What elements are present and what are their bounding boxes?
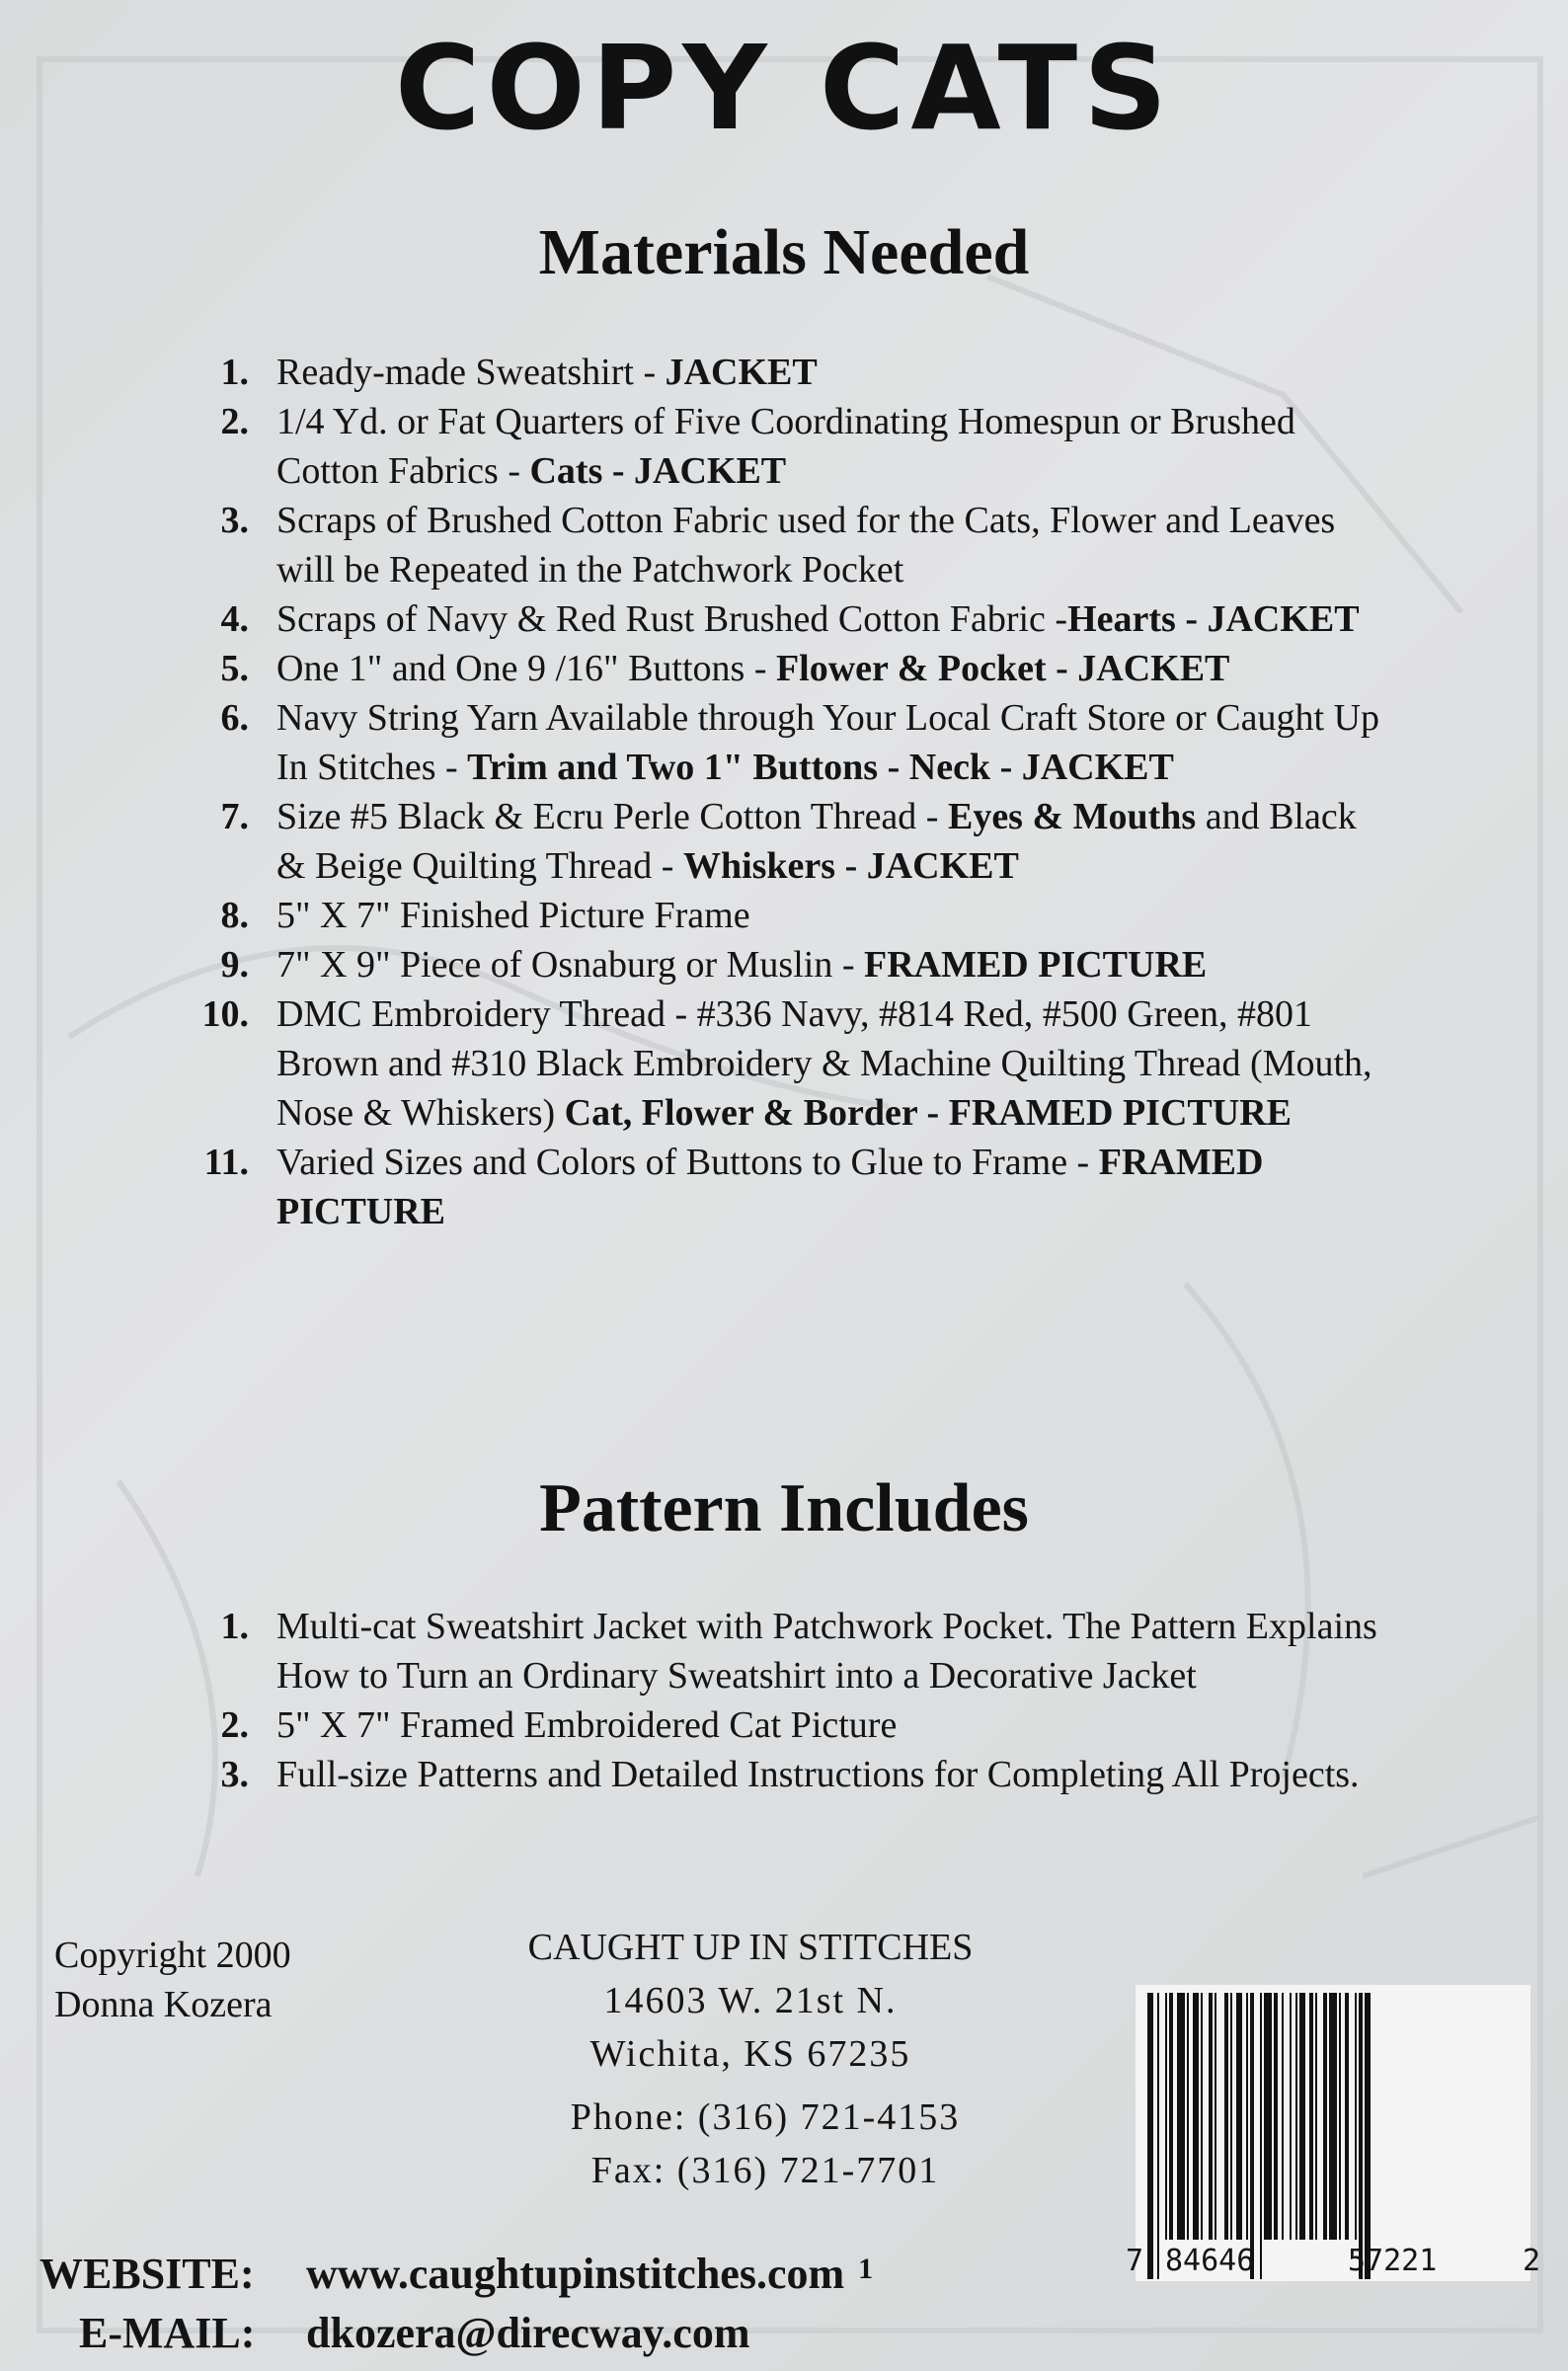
item-text: Multi-cat Sweatshirt Jacket with Patchwork Pocket. The Pattern Explains How to Turn an Ordinary Sweatshirt into a Decorative Jacket <box>276 1606 1377 1697</box>
barcode-group-1: 84646 <box>1165 2244 1255 2278</box>
item-text: Ready-made Sweatshirt - <box>276 352 666 393</box>
list-item <box>188 594 1392 644</box>
barcode-bar <box>1236 1993 1242 2240</box>
item-text: Scraps of Brushed Cotton Fabric used for the Cats, Flower and Leaves will be Repeated in the Patchwork Pocket <box>276 500 1336 591</box>
item-number: 11. <box>203 1142 249 1183</box>
item-text: 1/4 Yd. or Fat Quarters of Five Coordinating Homespun or Brushed Cotton Fabrics - <box>276 401 1295 492</box>
company-address-city: Wichita, KS 67235 <box>589 2033 911 2075</box>
company-info <box>434 1921 1066 2197</box>
list-item <box>188 496 1392 594</box>
email-label: E-MAIL: <box>79 2309 256 2357</box>
item-number: 1. <box>220 352 249 393</box>
barcode-bar <box>1290 1993 1292 2240</box>
barcode-bar <box>1187 1993 1189 2240</box>
item-number: 2. <box>220 401 249 442</box>
list-item <box>188 891 1392 940</box>
barcode-bar <box>1359 1993 1363 2279</box>
barcode-bar <box>1246 1993 1248 2240</box>
item-text: One 1" and One 9 /16" Buttons - <box>276 648 776 689</box>
barcode-bar <box>1230 1993 1232 2240</box>
item-number: 8. <box>220 895 249 936</box>
barcode-bar <box>1315 1993 1317 2240</box>
barcode-bar <box>1329 1993 1337 2240</box>
list-item <box>188 792 1392 891</box>
item-number: 5. <box>220 648 249 689</box>
barcode-bar <box>1147 1993 1153 2279</box>
barcode-bar <box>1339 1993 1341 2240</box>
company-fax: Fax: (316) 721-7701 <box>590 2150 940 2191</box>
barcode-bar <box>1260 1993 1262 2279</box>
item-text: 7" X 9" Piece of Osnaburg or Muslin - <box>276 944 864 986</box>
item-text: Navy String Yarn Available through Your Local Craft Store or Caught Up In Stitches - <box>276 697 1380 788</box>
item-bold-text: Hearts - JACKET <box>1067 598 1360 640</box>
item-bold-text: Trim and Two 1" Buttons - Neck - JACKET <box>467 747 1174 788</box>
copyright-year: Copyright 2000 <box>54 1935 291 1976</box>
item-number: 6. <box>220 697 249 739</box>
item-number: 10. <box>201 993 249 1035</box>
item-text: Varied Sizes and Colors of Buttons to Glue to Frame - <box>276 1142 1099 1183</box>
list-item <box>188 644 1392 693</box>
barcode-bar <box>1157 1993 1159 2279</box>
website-link[interactable]: www.caughtupinstitches.com <box>306 2250 845 2298</box>
company-name: CAUGHT UP IN STITCHES <box>527 1927 974 1968</box>
list-item <box>188 1700 1392 1750</box>
copyright-author: Donna Kozera <box>54 1984 273 2025</box>
item-number: 1. <box>220 1606 249 1647</box>
item-number: 3. <box>220 500 249 541</box>
item-bold-text: Cats - JACKET <box>529 450 787 492</box>
upc-barcode <box>1126 1985 1540 2311</box>
item-text: Size #5 Black & Ecru Perle Cotton Thread - <box>276 796 948 837</box>
materials-heading: Materials Needed <box>538 216 1030 288</box>
barcode-bar <box>1355 1993 1357 2240</box>
website-mark: 1 <box>858 2252 874 2285</box>
barcode-group-2: 57221 <box>1348 2244 1438 2278</box>
barcode-bar <box>1282 1993 1284 2240</box>
list-item <box>188 693 1392 792</box>
item-text: 5" X 7" Framed Embroidered Cat Picture <box>276 1704 898 1746</box>
list-item <box>188 397 1392 496</box>
barcode-lead-digit: 7 <box>1126 2244 1144 2278</box>
barcode-bar <box>1165 1993 1167 2240</box>
barcode-bar <box>1193 1993 1199 2240</box>
barcode-bar <box>1345 1993 1349 2240</box>
item-bold-text: JACKET <box>665 352 818 393</box>
contact-block <box>39 2240 873 2363</box>
item-text: 5" X 7" Finished Picture Frame <box>276 895 750 936</box>
list-item <box>188 1138 1392 1236</box>
barcode-bar <box>1295 1993 1297 2240</box>
pattern-includes-list <box>188 1602 1392 1799</box>
list-item <box>188 989 1392 1138</box>
item-bold-text: Cat, Flower & Border - FRAMED PICTURE <box>564 1092 1292 1134</box>
item-text: Full-size Patterns and Detailed Instructions for Completing All Projects. <box>276 1754 1360 1795</box>
barcode-bar <box>1274 1993 1278 2240</box>
item-number: 7. <box>220 796 249 837</box>
item-bold-text: FRAMED PICTURE <box>276 1142 1264 1232</box>
pattern-title: COPY CATS <box>394 20 1174 156</box>
list-item <box>188 348 1392 397</box>
item-bold-text: Flower & Pocket - JACKET <box>775 648 1230 689</box>
barcode-bar <box>1169 1993 1173 2240</box>
item-number: 2. <box>220 1704 249 1746</box>
barcode-bar <box>1224 1993 1228 2240</box>
list-item <box>188 1602 1392 1700</box>
website-row <box>39 2240 873 2304</box>
email-row <box>39 2304 873 2363</box>
barcode-bar <box>1264 1993 1272 2240</box>
item-bold-text: FRAMED PICTURE <box>863 944 1208 986</box>
website-label: WEBSITE: <box>39 2250 255 2298</box>
pattern-includes-heading: Pattern Includes <box>539 1470 1029 1546</box>
barcode-bar <box>1215 1993 1216 2240</box>
barcode-bar <box>1365 1993 1371 2279</box>
barcode-bar <box>1309 1993 1313 2240</box>
item-text: Scraps of Navy & Red Rust Brushed Cotton Fabric - <box>276 598 1068 640</box>
barcode-bar <box>1250 1993 1254 2279</box>
company-address-street: 14603 W. 21st N. <box>603 1980 898 2021</box>
barcode-bar <box>1299 1993 1305 2240</box>
item-number: 9. <box>220 944 249 986</box>
item-number: 4. <box>220 598 249 640</box>
email-link[interactable]: dkozera@direcway.com <box>306 2309 750 2357</box>
barcode-bar <box>1201 1993 1203 2240</box>
barcode-bar <box>1323 1993 1327 2240</box>
materials-list <box>188 348 1392 1236</box>
list-item <box>188 1750 1392 1799</box>
barcode-check-digit: 2 <box>1523 2244 1541 2278</box>
barcode-bar <box>1209 1993 1213 2240</box>
item-bold-text: Eyes & Mouths <box>947 796 1197 837</box>
list-item <box>188 940 1392 989</box>
company-phone: Phone: (316) 721-4153 <box>570 2096 961 2138</box>
item-text-continued: and Black & Beige Quilting Thread - <box>276 796 1357 887</box>
barcode-bar <box>1177 1993 1185 2240</box>
item-text: DMC Embroidery Thread - #336 Navy, #814 Red, #500 Green, #801 Brown and #310 Black Embroidery & Machine Quilting Thread (Mouth, Nose & Whiskers) <box>276 993 1372 1134</box>
item-bold-text-continued: Whiskers - JACKET <box>682 845 1019 887</box>
item-number: 3. <box>220 1754 249 1795</box>
copyright-notice <box>54 1931 291 2029</box>
barcode-digits <box>1126 2244 1540 2283</box>
